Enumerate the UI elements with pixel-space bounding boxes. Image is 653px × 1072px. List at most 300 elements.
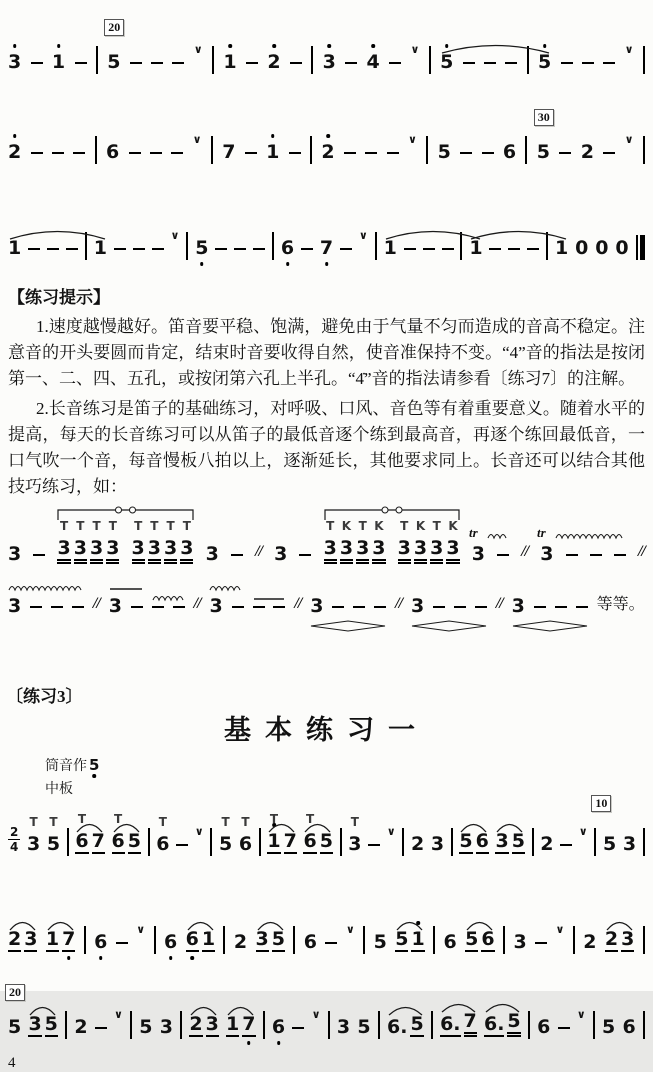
barline (259, 828, 261, 856)
notation-line-intro-2 (0, 100, 653, 174)
breath-mark: ∨ (576, 1008, 586, 1021)
barline (328, 1011, 330, 1039)
note-digit: 6 (186, 929, 199, 952)
beamed-note-group (111, 812, 141, 854)
barline (451, 828, 453, 856)
note-digit: 7 (91, 830, 105, 852)
note-digit: 6 (475, 830, 489, 852)
repeat-slashes: // (637, 543, 645, 560)
duration-dash (463, 62, 475, 64)
note-digit: 7 (242, 1014, 255, 1037)
duration-dash (33, 554, 45, 556)
note-digit: 5 T (46, 815, 61, 855)
arc-mark (469, 226, 568, 240)
note-digit: 3 T (74, 538, 87, 564)
low-octave-dot (67, 956, 71, 960)
wavy-mark (152, 591, 185, 605)
wavy-mark (8, 581, 84, 595)
arc-mark (384, 226, 482, 240)
breath-mark: ∨ (624, 43, 634, 56)
duration-dash (475, 606, 487, 608)
articulation-letter: T (60, 519, 69, 533)
high-octave-dot (57, 44, 61, 48)
note-digit: 6 (537, 1016, 551, 1038)
note-digit: 6. (386, 1016, 408, 1038)
duration-dash (151, 62, 163, 64)
beamed-note-group (256, 929, 285, 952)
duration-dash (535, 942, 547, 944)
note-digit: 6 (443, 931, 457, 953)
beamed-note-group (189, 1014, 218, 1037)
exercise3-label: 〔练习3〕 (6, 687, 83, 706)
arc-mark (484, 999, 521, 1013)
note-digit: 5 T (218, 815, 233, 855)
beamed-note-group (267, 812, 297, 854)
duration-dash (614, 554, 626, 556)
duration-dash (374, 606, 386, 608)
articulation-letter: T (92, 519, 101, 533)
barline (310, 136, 312, 164)
duration-dash (51, 606, 63, 608)
note-digit: 6 T (156, 815, 170, 855)
barline (375, 232, 377, 260)
duration-dash (368, 844, 380, 846)
arc-mark (465, 917, 494, 931)
beamed-note-group (440, 1011, 477, 1037)
note-digit: 1 (93, 237, 107, 259)
note-digit: 5 20 (107, 52, 120, 72)
duration-dash (114, 248, 126, 250)
duration-dash (152, 248, 164, 250)
articulation-letter: T (76, 519, 85, 533)
measure-number-box: 10 (591, 795, 611, 812)
breath-mark: ∨ (624, 133, 634, 146)
measure-number-box: 30 (534, 109, 554, 126)
duration-dash (353, 606, 365, 608)
note-digit: 2 (580, 141, 594, 163)
arc-mark (186, 917, 215, 931)
arc-mark (8, 226, 107, 240)
note-digit: 6 (105, 141, 120, 163)
duration-dash (482, 152, 494, 154)
breath-mark: ∨ (578, 825, 588, 838)
note-digit: 3 (621, 928, 635, 950)
note-digit: 3 (511, 595, 525, 617)
note-digit: 3 (410, 595, 425, 617)
duration-dash (454, 606, 466, 608)
duration-dash (30, 606, 42, 608)
barline (263, 1011, 265, 1039)
arc-mark (267, 819, 296, 833)
barline (503, 926, 505, 954)
beamed-note-group (303, 812, 333, 854)
duration-dash (172, 62, 184, 64)
articulation-letter: T (432, 519, 441, 533)
note-digit: 5 20 (8, 1017, 21, 1037)
barline (593, 1011, 595, 1039)
note-digit: 1 (201, 928, 216, 950)
articulation-letter: T (49, 815, 58, 829)
duration-dash (131, 606, 143, 608)
arc-mark (440, 999, 477, 1013)
arc-mark (440, 40, 551, 54)
note-digit: 0 (615, 237, 629, 259)
wavy-mark (555, 529, 626, 543)
duration-dash (129, 152, 141, 154)
low-octave-dot (325, 262, 329, 266)
barline (363, 926, 365, 954)
note-digit: 3 (209, 595, 223, 617)
note-digit: 5 (44, 1013, 58, 1035)
note-digit: 6 T (111, 812, 125, 852)
duration-dash (66, 248, 78, 250)
barline (67, 828, 69, 856)
note-digit: 3 (28, 1013, 42, 1035)
breath-mark: ∨ (194, 825, 204, 838)
duration-dash (232, 606, 244, 608)
wavy-mark (209, 581, 244, 595)
duration-dash (289, 152, 301, 154)
arc-mark (605, 917, 634, 931)
barline (212, 46, 214, 74)
breath-mark: ∨ (407, 133, 417, 146)
high-octave-dot (13, 44, 17, 48)
note-digit: 3 K (340, 538, 353, 564)
duration-dash (253, 248, 265, 250)
duration-dash (433, 606, 445, 608)
wavy-mark (487, 529, 509, 543)
beamed-note-group (57, 519, 120, 564)
note-digit: 5 (357, 1016, 371, 1038)
note-digit: 6 T (75, 812, 89, 852)
arc-mark (303, 819, 332, 833)
beamed-note-group (397, 519, 460, 564)
low-octave-dot (200, 262, 204, 266)
lens-mark (411, 620, 487, 634)
duration-dash (534, 606, 546, 608)
note-digit: 5 (437, 141, 451, 163)
note-digit: 5 (465, 928, 479, 950)
duration-dash (299, 554, 311, 556)
note-digit: 6 (622, 1016, 636, 1038)
low-octave-dot (247, 1041, 251, 1045)
duration-dash (150, 152, 162, 154)
duration-dash (560, 844, 572, 846)
barline (210, 828, 212, 856)
note-digit: 5 (139, 1016, 153, 1038)
notation-line-intro-3 (0, 196, 653, 270)
barline (643, 828, 645, 856)
duration-dash (52, 152, 64, 154)
note-digit: 1 (383, 237, 397, 259)
note-digit: 3 T (180, 538, 193, 564)
final-barline (636, 235, 645, 260)
note-digit: 1 (411, 929, 424, 952)
note-digit: 7 (320, 238, 333, 258)
duration-dash (566, 554, 578, 556)
duration-dash (365, 152, 377, 154)
duration-dash (253, 606, 265, 608)
barline (154, 926, 156, 954)
note-digit: 3 (495, 830, 509, 852)
duration-dash (273, 606, 285, 608)
arc-mark (226, 1002, 255, 1016)
note-digit: 3 (622, 833, 637, 855)
note-digit: 1 T (267, 812, 281, 852)
note-digit: 1 (45, 928, 60, 950)
duration-dash (31, 62, 43, 64)
note-digit: 2 (410, 833, 425, 855)
barline (293, 926, 295, 954)
barline (96, 46, 98, 74)
barline (643, 136, 645, 164)
duration-dash (460, 152, 472, 154)
note-digit: 6. (483, 1013, 505, 1035)
low-octave-dot (277, 1041, 281, 1045)
beamed-note-group (395, 929, 424, 952)
note-digit: 1 (223, 52, 236, 72)
repeat-slashes: // (255, 543, 262, 560)
note-digit: 5 (538, 52, 551, 72)
tempo-marking: 中板 (45, 782, 73, 797)
note-digit: 5 (195, 238, 208, 258)
duration-dash (340, 248, 352, 250)
note-digit: 1 (469, 237, 483, 259)
high-octave-dot (271, 134, 275, 138)
note-digit: 3 (323, 52, 336, 72)
duration-dash (234, 248, 246, 250)
note-digit: 1 (555, 237, 569, 259)
note-digit: 3 T (90, 538, 103, 564)
breath-mark: ∨ (136, 923, 146, 936)
note-digit: 6 (164, 932, 177, 952)
duration-dash (603, 62, 615, 64)
note-digit: 3 (24, 928, 38, 950)
arc-mark (28, 1002, 57, 1016)
repeat-slashes: // (395, 595, 403, 612)
notation-line-ex3-1 (0, 792, 653, 866)
barline (148, 828, 150, 856)
articulation-letter: T (166, 519, 175, 533)
practice-tips-header: 【练习提示】 (8, 288, 110, 307)
duration-dash (72, 606, 84, 608)
articulation-letter: T (29, 815, 38, 829)
duration-dash (389, 62, 401, 64)
duration-dash (489, 248, 501, 250)
practice-tips-paragraph-2: 2.长音练习是笛子的基础练习，对呼吸、口风、音色等有着重要意义。随着水平的提高，每天的长音练习可以从笛子的最低音逐个练到最高音，再逐个练回最低音，一口气吹一个音，每音慢板八拍以上，逐渐延长，其他要求同上。长音还可以结合其他技巧练习，如： (8, 399, 645, 496)
articulation-letter: T (114, 812, 123, 826)
articulation-letter: T (77, 812, 87, 826)
time-signature: 2 4 (10, 825, 19, 854)
duration-dash (561, 62, 573, 64)
note-digit: 2 (540, 833, 554, 855)
note-digit: 1 (226, 1013, 240, 1035)
duration-dash (590, 554, 602, 556)
breath-mark: ∨ (386, 825, 396, 838)
duration-dash (292, 1027, 304, 1029)
duration-dash (73, 152, 85, 154)
duration-dash (75, 62, 87, 64)
note-digit: 1 (8, 237, 22, 259)
duration-dash (387, 152, 399, 154)
high-octave-dot (326, 134, 330, 138)
lens-mark (512, 620, 588, 634)
note-digit: 2 (74, 1016, 88, 1038)
note-digit: 3 T (324, 538, 337, 564)
articulation-letter: T (350, 815, 359, 829)
duration-dash (559, 152, 571, 154)
articulation-letter: T (358, 519, 367, 533)
practice-tips-paragraph-1: 1.速度越慢越好。笛音要平稳、饱满，避免由于气量不匀而造成的音高不稳定。注意音的开头要圆而肯定，结束时音要收得自然，使音准保持不变。“4”音的指法是按闭第一、二、四、五孔，或按闭第六孔上半孔。“4̇”音的指法请参看〔练习7〕的注解。 (8, 317, 645, 388)
note-digit: 3 T (27, 815, 41, 855)
note-digit: 3 T (348, 815, 362, 855)
duration-dash (332, 606, 344, 608)
note-digit: 2 (583, 931, 597, 953)
repeat-slashes: // (294, 595, 302, 612)
high-octave-dot (228, 44, 232, 48)
duration-dash (345, 62, 357, 64)
note-digit: 3 (540, 543, 554, 565)
note-digit: 0 (575, 237, 589, 259)
articulation-letter: T (150, 519, 159, 533)
note-digit: 2 (8, 928, 22, 950)
line-mark (109, 582, 143, 596)
duration-dash (246, 62, 258, 64)
barline (643, 46, 645, 74)
articulation-letter: T (134, 519, 143, 533)
note-digit: 6 (502, 141, 517, 163)
note-digit: 3 (430, 833, 445, 855)
arc-mark (8, 917, 37, 931)
note-digit: 3 T (430, 538, 443, 564)
repeat-slashes: // (521, 543, 529, 560)
barline (431, 1011, 433, 1039)
note-digit: 3 (471, 543, 485, 565)
arc-mark (459, 819, 488, 833)
high-octave-dot (327, 44, 331, 48)
beamed-note-group (495, 831, 524, 854)
note-digit: 6. (440, 1013, 461, 1035)
duration-dash (245, 152, 257, 154)
duration-dash (527, 248, 539, 250)
articulation-letter: T (182, 519, 191, 533)
arc-mark (495, 819, 524, 833)
barline (643, 926, 645, 954)
note-digit: 2 (604, 928, 619, 950)
duration-dash (171, 152, 183, 154)
note-digit: 3 (255, 928, 269, 950)
note-digit: 3 T (148, 538, 161, 564)
note-digit: 2 (233, 931, 248, 953)
repeat-slashes: // (495, 595, 503, 612)
duration-dash (231, 554, 243, 556)
note-digit: 5 30 (537, 142, 550, 162)
note-digit: 3 (205, 543, 219, 565)
barline (429, 46, 431, 74)
low-octave-dot (99, 956, 103, 960)
articulation-letter: K (341, 519, 352, 533)
note-digit: 3 (205, 1013, 219, 1035)
beamed-note-group (186, 929, 215, 952)
articulation-letter: T (241, 815, 250, 829)
note-digit: 7 (464, 1011, 477, 1037)
note-digit: 5 (602, 833, 617, 855)
note-digit: 5 (440, 52, 453, 72)
notation-line-ex3-3 (0, 975, 653, 1049)
barline (528, 1011, 530, 1039)
note-digit: 3 (274, 543, 288, 565)
duration-dash (152, 606, 164, 608)
duration-dash (116, 942, 128, 944)
high-octave-dot (371, 44, 375, 48)
duration-dash (301, 248, 313, 250)
notation-line-intro-1 (0, 10, 653, 84)
duration-dash (325, 942, 337, 944)
barline (532, 828, 534, 856)
duration-dash (28, 248, 40, 250)
etc-text: 等等。 (596, 596, 645, 613)
duration-dash (290, 62, 302, 64)
note-digit: 7 (283, 830, 297, 852)
arc-mark (46, 917, 75, 931)
duration-dash (558, 1027, 570, 1029)
beamed-note-group (131, 519, 194, 564)
key-signature (45, 756, 653, 776)
note-digit: 6 T (238, 815, 253, 855)
note-digit: 3 (108, 595, 122, 617)
beamed-note-group (226, 1014, 255, 1037)
barline (378, 1011, 380, 1039)
duration-dash (95, 1027, 107, 1029)
note-digit: 6 (272, 1017, 285, 1037)
note-digit: 3 (8, 543, 22, 565)
arc-mark (387, 1002, 424, 1016)
duration-dash (505, 62, 517, 64)
beamed-note-group (46, 929, 75, 952)
breath-mark: ∨ (113, 1008, 123, 1021)
barline (95, 136, 97, 164)
barline (573, 926, 575, 954)
note-digit: 3 (513, 931, 527, 953)
beamed-note-group (323, 519, 386, 564)
barline (311, 46, 313, 74)
bracket-mark (324, 507, 460, 521)
articulation-letter: T (400, 519, 409, 533)
duration-dash (404, 248, 416, 250)
duration-dash (423, 248, 435, 250)
beamed-note-group (8, 929, 37, 952)
articulation-letter: K (415, 519, 426, 533)
duration-dash (31, 152, 43, 154)
duration-dash (130, 62, 142, 64)
breath-mark: ∨ (410, 43, 420, 56)
note-digit: 4 (367, 52, 380, 72)
note-digit: 3 K (446, 538, 459, 564)
barline (186, 232, 188, 260)
note-digit: 0 (595, 237, 609, 259)
note-digit: 5 (511, 830, 525, 852)
duration-dash (442, 248, 454, 250)
note-digit: 5 (319, 830, 333, 852)
note-digit: 3 (8, 52, 21, 72)
beamed-note-group (605, 929, 634, 952)
note-digit: 7 (222, 141, 236, 163)
duration-dash (582, 62, 594, 64)
low-octave-dot (286, 262, 290, 266)
note-digit: 2 (8, 142, 21, 162)
line-mark (253, 592, 285, 606)
articulation-letter: T (269, 812, 279, 826)
